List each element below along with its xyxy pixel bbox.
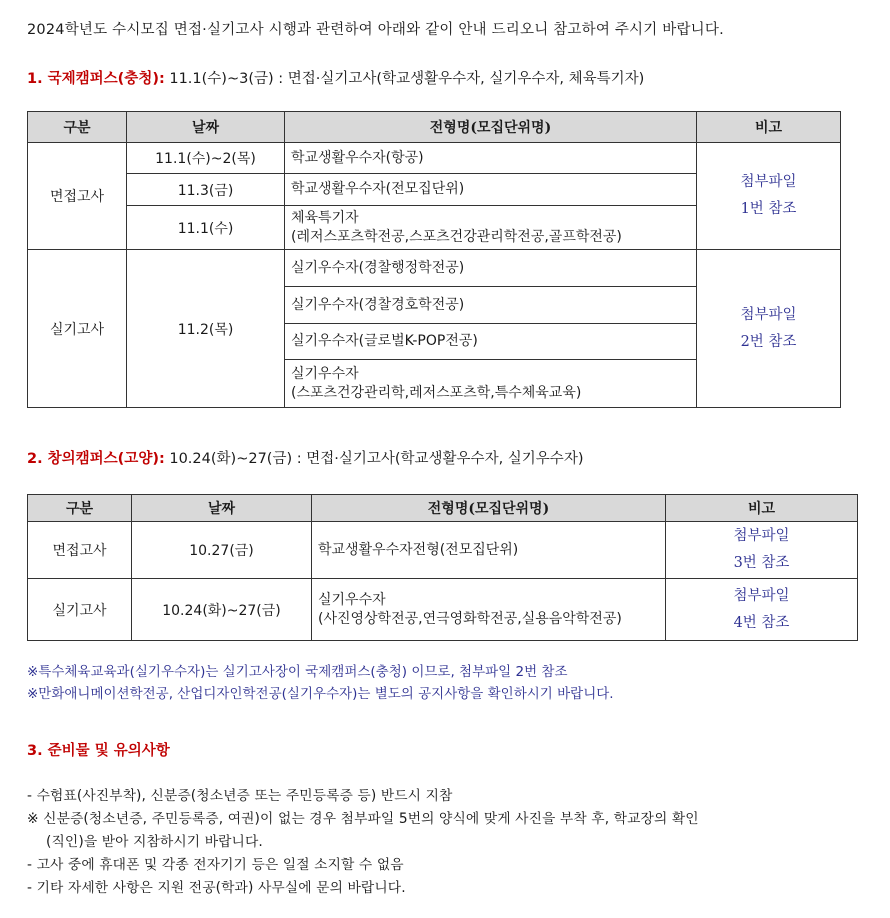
note-cell [697,250,841,408]
col-header-category: 구분 [28,495,132,522]
attachment-ref: 2번 참조 [740,333,797,350]
category-cell: 실기고사 [28,250,127,408]
name-sub: (레저스포츠학전공,스포츠건강관리학전공,골프학전공) [291,228,622,245]
name-cell: 학교생활우수자(항공) [285,143,697,174]
col-header-date: 날짜 [127,112,285,143]
notice-item-continued: (직인)을 받아 지참하시기 바랍니다. [46,834,263,850]
col-header-category: 구분 [28,112,127,143]
notice-item: ※ 신분증(청소년증, 주민등록증, 여권)이 없는 경우 첨부파일 5번의 양식에 맞게 사진을 부착 후, 학교장의 확인 [27,811,699,827]
name-main: 실기우수자 [291,365,359,382]
col-header-note: 비고 [666,495,858,522]
name-cell [285,360,697,408]
name-cell: 실기우수자(경찰경호학전공) [285,287,697,324]
note-cell [666,522,858,579]
attachment-ref: 1번 참조 [740,201,797,217]
name-cell: 학교생활우수자전형(전모집단위) [312,522,666,579]
intro-text: 2024학년도 수시모집 면접·실기고사 시행과 관련하여 아래와 같이 안내 드리오니 참고하여 주시기 바랍니다. [27,22,724,38]
section3-heading: 3. 준비물 및 유의사항 [27,743,170,759]
section1-detail: 11.1(수)~3(금) : 면접·실기고사(학교생활우수자, 실기우수자, 체육특기자) [164,71,645,87]
footnote-special-pe: ※특수체육교육과(실기우수자)는 실기고사장이 국제캠퍼스(충청) 이므로, 첨부파일 2번 참조 [27,664,568,680]
name-cell [285,206,697,250]
notice-item: - 기타 자세한 사항은 지원 전공(학과) 사무실에 문의 바랍니다. [27,880,406,896]
category-cell: 실기고사 [28,579,132,641]
name-cell: 실기우수자(경찰행정학전공) [285,250,697,287]
section1-title [27,67,644,88]
table-header-row [28,495,858,522]
date-cell: 11.1(수) [127,206,285,250]
section2-title [27,447,583,468]
date-cell: 10.27(금) [132,522,312,579]
notice-item: - 고사 중에 휴대폰 및 각종 전자기기 등은 일절 소지할 수 없음 [27,857,404,873]
table-campus-creative [27,494,858,641]
footnote-separate-notice: ※만화애니메이션학전공, 산업디자인학전공(실기우수자)는 별도의 공지사항을 확인하시기 바랍니다. [27,686,614,702]
date-cell: 11.1(수)~2(목) [127,143,285,174]
section2-heading: 2. 창의캠퍼스(고양): [27,451,165,467]
note-cell [666,579,858,641]
name-cell [312,579,666,641]
attachment-ref: 4번 참조 [733,614,790,631]
name-main: 실기우수자 [318,591,386,608]
category-cell: 면접고사 [28,143,127,250]
notice-item: - 수험표(사진부착), 신분증(청소년증 또는 주민등록증 등) 반드시 지참 [27,788,453,804]
col-header-note: 비고 [697,112,841,143]
attachment-label: 첨부파일 [733,587,790,604]
section3-title [27,739,170,760]
section1-heading: 1. 국제캠퍼스(충청): [27,71,165,87]
attachment-label: 첨부파일 [733,528,790,544]
table-row [28,143,841,174]
name-cell: 학교생활우수자(전모집단위) [285,174,697,206]
name-cell: 실기우수자(글로벌K-POP전공) [285,324,697,360]
attachment-label: 첨부파일 [740,174,797,190]
table-row [28,522,858,579]
table-row [28,250,841,287]
attachment-label: 첨부파일 [740,306,797,323]
col-header-name: 전형명(모집단위명) [285,112,697,143]
table-row [28,579,858,641]
table-header-row [28,112,841,143]
category-cell: 면접고사 [28,522,132,579]
col-header-name: 전형명(모집단위명) [312,495,666,522]
note-cell [697,143,841,250]
col-header-date: 날짜 [132,495,312,522]
name-main: 체육특기자 [291,209,359,226]
date-cell: 11.3(금) [127,174,285,206]
table-campus-international [27,111,841,408]
date-cell: 11.2(목) [127,250,285,408]
date-cell: 10.24(화)~27(금) [132,579,312,641]
section2-detail: 10.24(화)~27(금) : 면접·실기고사(학교생활우수자, 실기우수자) [164,451,584,467]
attachment-ref: 3번 참조 [733,555,790,571]
name-sub: (스포츠건강관리학,레저스포츠학,특수체육교육) [291,384,582,401]
name-sub: (사진영상학전공,연극영화학전공,실용음악학전공) [318,610,622,627]
